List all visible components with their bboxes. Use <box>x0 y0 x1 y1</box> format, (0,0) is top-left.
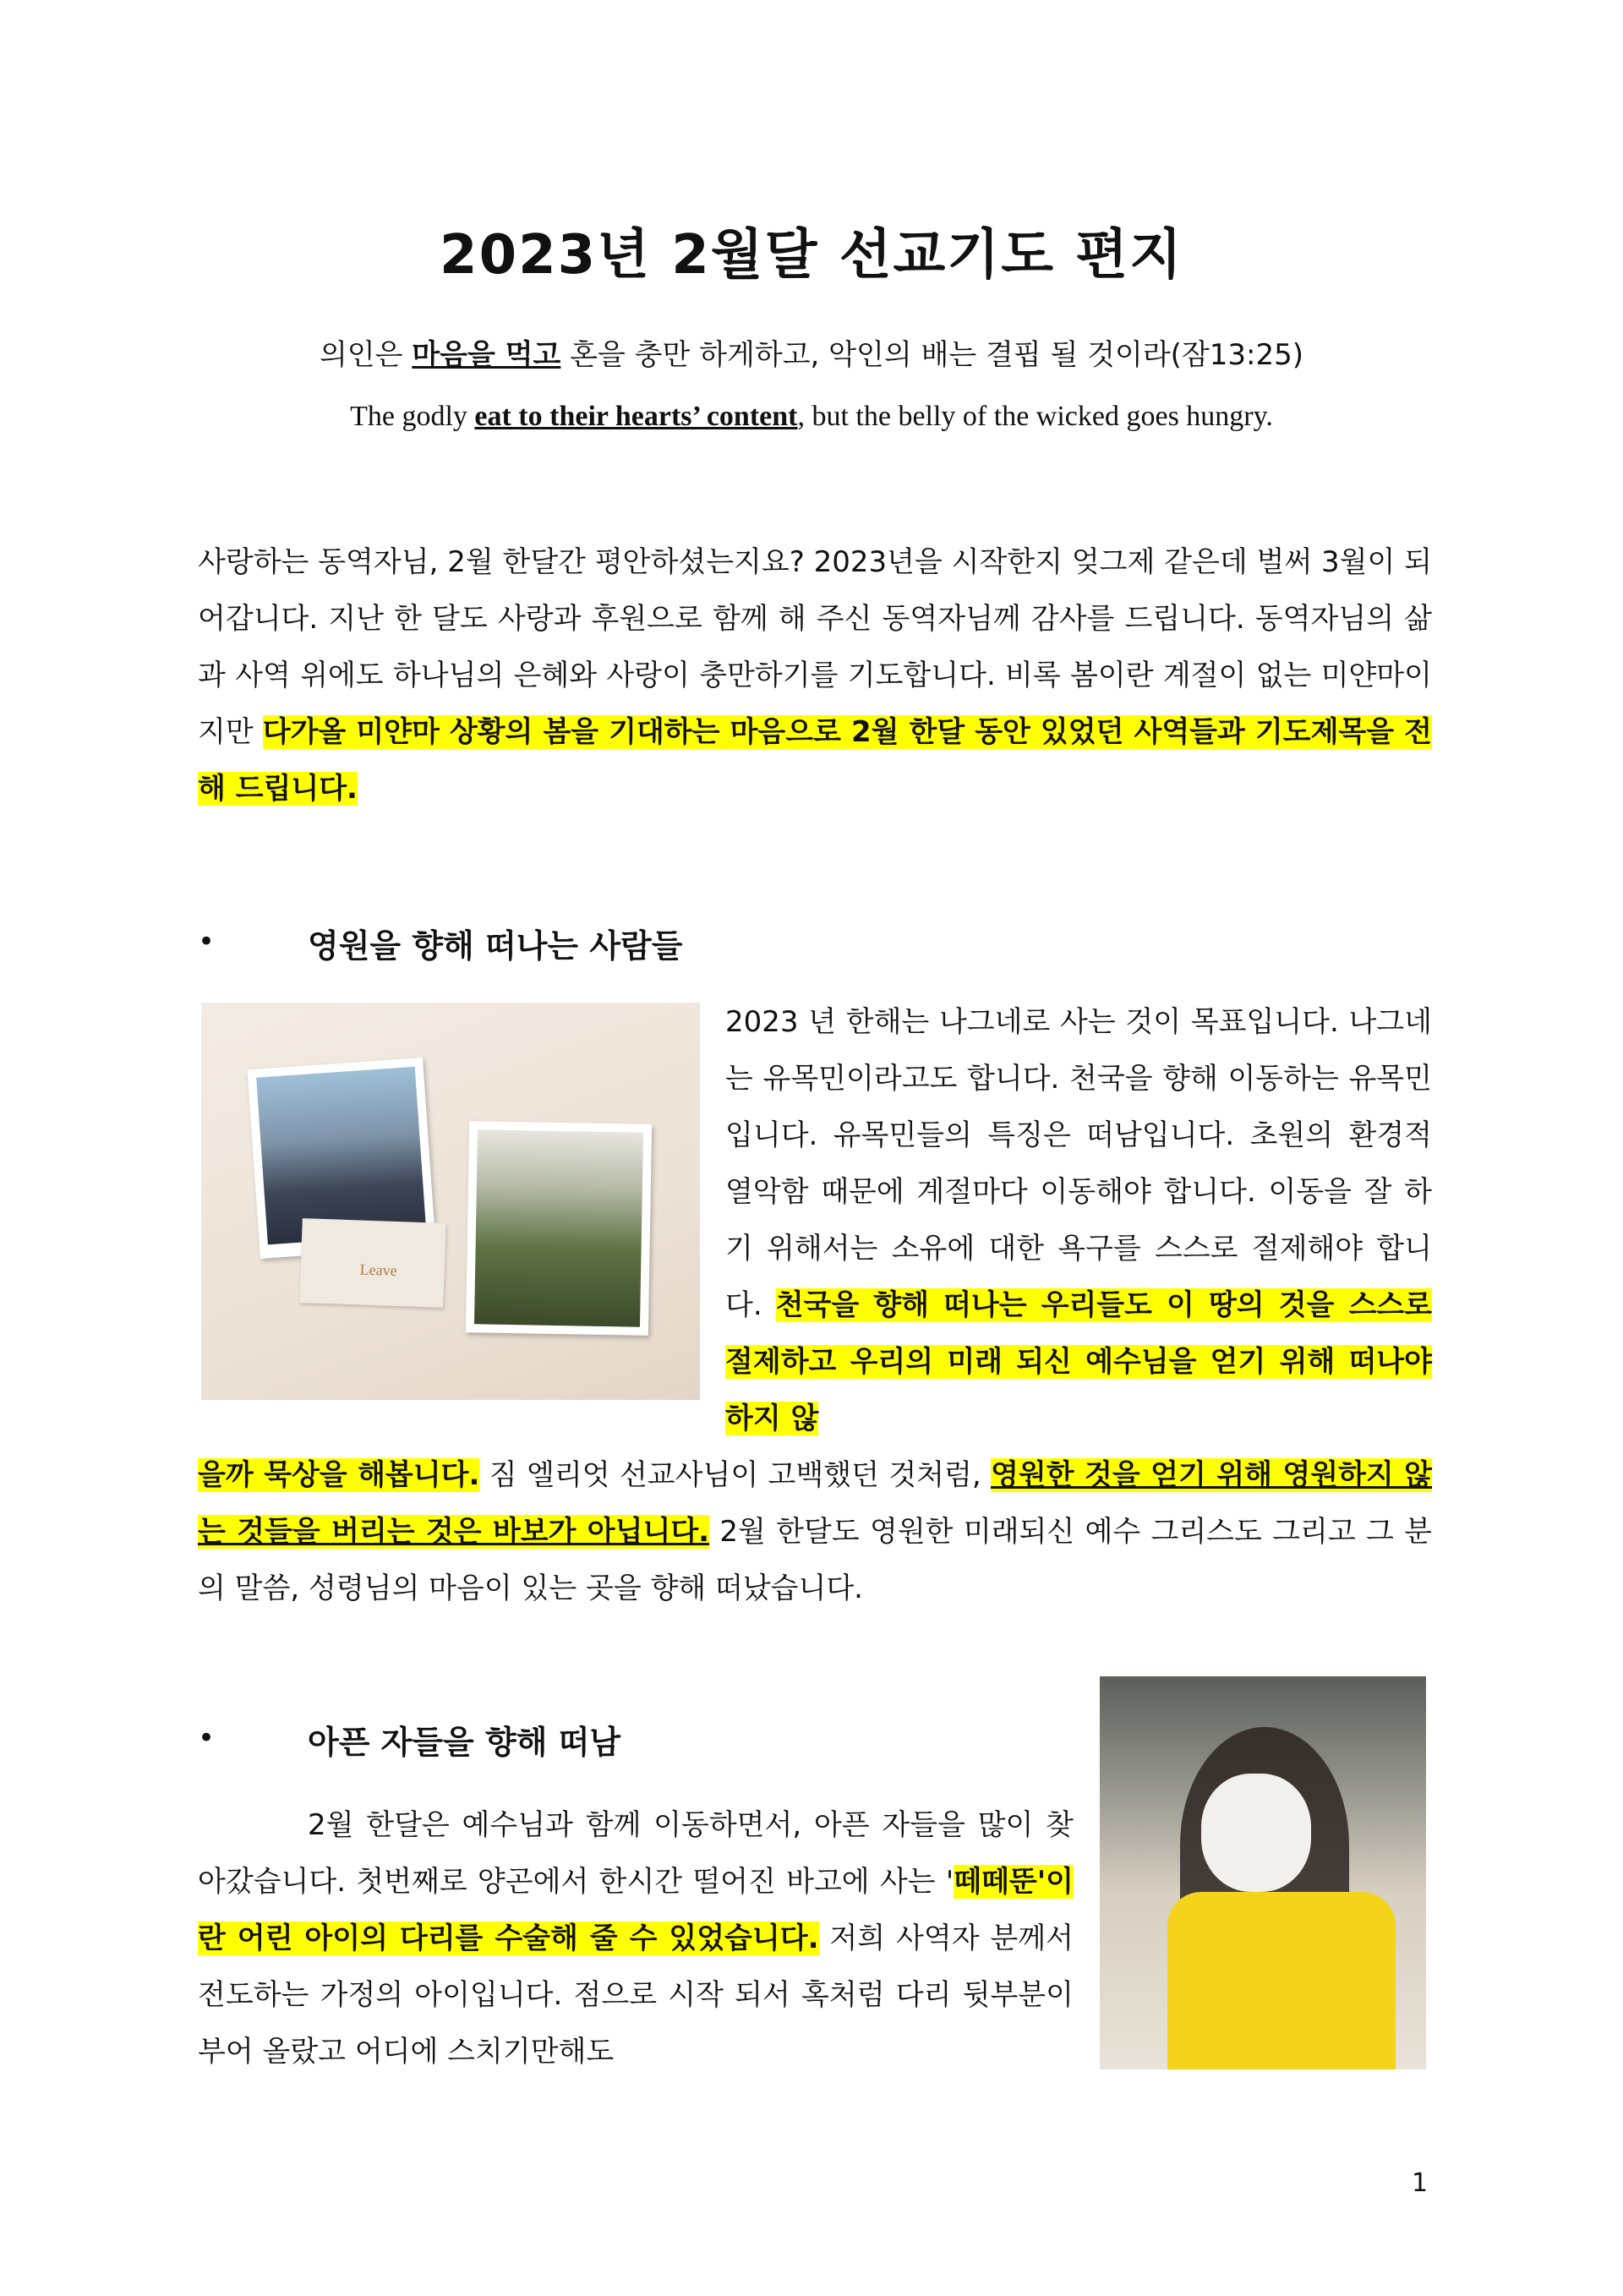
page-title: 2023년 2월달 선교기도 편지 <box>440 224 1183 287</box>
section1-paragraph-full <box>198 1447 1432 1617</box>
section1-bullet: • <box>198 925 216 959</box>
verse-korean-before: 의인은 <box>319 338 413 372</box>
section2-photo-girl <box>1100 1676 1426 2069</box>
section1-paragraph-right <box>725 994 1432 1447</box>
leave-note-card <box>299 1218 445 1308</box>
intro-paragraph <box>198 534 1432 817</box>
section1-highlight2: 영원한 것을 얻기 위해 영원하지 않는 것들을 버리는 것은 바보가 아닙니다. <box>198 1458 1433 1549</box>
verse-english-after: , but the belly of the wicked goes hungry. <box>797 401 1273 432</box>
intro-highlight: 다가올 미얀마 상황의 봄을 기대하는 마음으로 2월 한달 동안 있었던 사역들과 기도제목을 전해 드립니다. <box>198 715 1432 806</box>
verse-korean-emphasis: 마음을 먹고 <box>412 338 561 372</box>
verse-english <box>0 401 1623 433</box>
verse-english-emphasis: eat to their hearts’ content <box>474 401 798 432</box>
section2-highlight: 떼떼뚠'이란 어린 아이의 다리를 수술해 줄 수 있었습니다. <box>198 1865 1074 1955</box>
verse-english-before: The godly <box>350 401 475 432</box>
section1-text1: 2023 년 한해는 나그네로 사는 것이 목표입니다. 나그네는 유목민이라고도 합니다. 천국을 향해 이동하는 유목민입니다. 유목민들의 특징은 떠남입니다. 초원의 환경적 열악함 때문에 계절마다 이동해야 합니다. 이동을 잘 하기 위해서는 소유에 대한 욕구를 스스로 절제해야 합니다. <box>725 1005 1432 1322</box>
section1-text2: 짐 엘리엇 선교사님이 고백했던 것처럼, <box>479 1458 992 1492</box>
section1-highlight1-end: 을까 묵상을 해봅니다. <box>198 1458 480 1492</box>
section2-text1: 2월 한달은 예수님과 함께 이동하면서, 아픈 자들을 많이 찾아갔습니다. 첫번째로 양곤에서 한시간 떨어진 바고에 사는 ' <box>198 1808 1074 1899</box>
verse-korean-after: 혼을 충만 하게하고, 악인의 배는 결핍 될 것이라(잠13:25) <box>560 338 1304 372</box>
verse-korean <box>0 331 1623 373</box>
leave-caption: Leave <box>359 1260 398 1279</box>
section1-highlight1-part: 천국을 향해 떠나는 우리들도 이 땅의 것을 스스로 절제하고 우리의 미래 되신 예수님을 얻기 위해 떠나야 하지 않 <box>725 1288 1432 1435</box>
section2-heading: 아픈 자들을 향해 떠남 <box>308 1724 621 1761</box>
section2-text2: 저희 사역자 분께서 전도하는 가정의 아이입니다. 점으로 시작 되서 혹처럼 다리 뒷부분이 부어 올랐고 어디에 스치기만해도 <box>198 1922 1074 2069</box>
section2-bullet: • <box>198 1721 216 1755</box>
section1-text3: 2월 한달도 영원한 미래되신 예수 그리스도 그리고 그 분의 말씀, 성령님의 마음이 있는 곳을 향해 떠났습니다. <box>198 1515 1432 1605</box>
section1-heading: 영원을 향해 떠나는 사람들 <box>308 927 683 965</box>
section1-photo-collage <box>201 1003 700 1400</box>
photo-card-children-walking <box>466 1121 652 1336</box>
intro-text: 사랑하는 동역자님, 2월 한달간 평안하셨는지요? 2023년을 시작한지 엊그제 같은데 벌써 3월이 되어갑니다. 지난 한 달도 사랑과 후원으로 함께 해 주신 동역자님께 감사를 드립니다. 동역자님의 삶과 사역 위에도 하나님의 은혜와 사랑이 충만하기를 기도합니다. 비록 봄이란 계절이 없는 미얀마이지만 <box>198 545 1432 749</box>
section2-paragraph <box>198 1797 1074 2080</box>
page-number: 1 <box>1412 2168 1429 2198</box>
